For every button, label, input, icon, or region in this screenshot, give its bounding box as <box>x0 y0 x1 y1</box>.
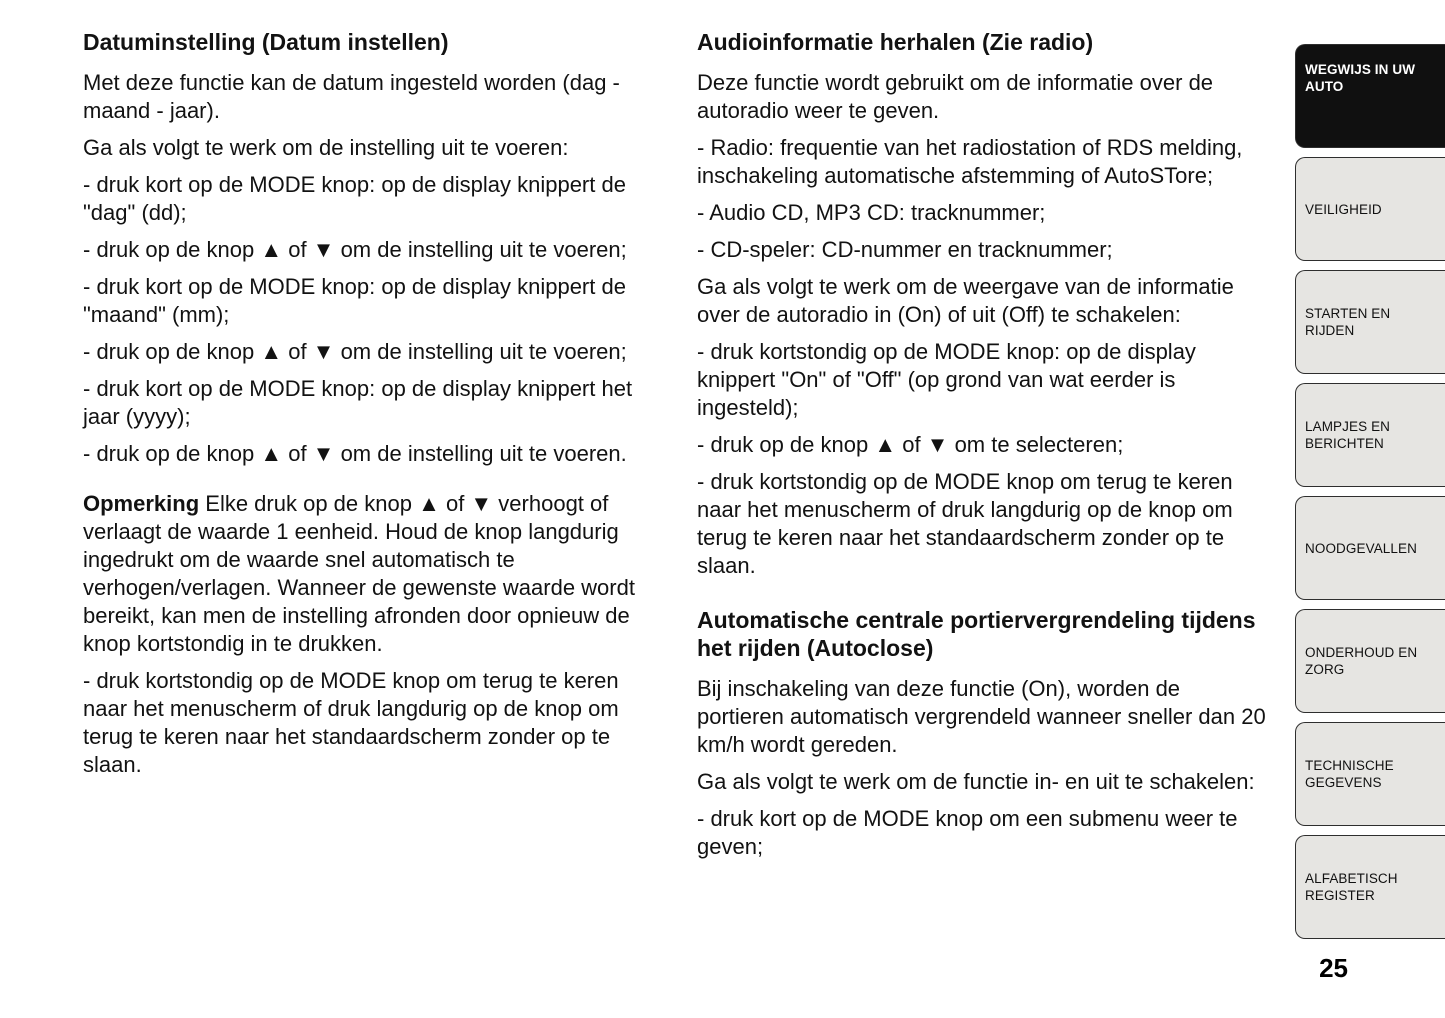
step-item: - druk op de knop ▲ of ▼ om te selecteren; <box>697 432 1124 457</box>
chapter-tab-index <box>1295 44 1445 939</box>
step-item: - Audio CD, MP3 CD: tracknummer; <box>697 200 1046 225</box>
step-item: - Radio: frequentie van het radiostation of RDS melding, inschakeling automatische afstemming of AutoSTore; <box>697 135 1243 188</box>
paragraph: Deze functie wordt gebruikt om de informatie over de autoradio weer te geven. <box>697 70 1214 123</box>
tab-label: NOODGEVALLEN <box>1305 540 1417 556</box>
tab-label: TECHNISCHE GEGEVENS <box>1305 758 1394 790</box>
tab-alfabetisch-register <box>1295 835 1445 939</box>
step-item: - druk kortstondig op de MODE knop om terug te keren naar het menuscherm of druk langdurig op de knop om terug te keren naar het standaardscherm zonder op te slaan. <box>697 469 1233 578</box>
tab-label: LAMPJES EN BERICHTEN <box>1305 419 1391 451</box>
paragraph: Ga als volgt te werk om de instelling uit te voeren: <box>83 135 569 160</box>
step-item: - druk op de knop ▲ of ▼ om de instelling uit te voeren; <box>83 237 627 262</box>
left-column <box>83 28 661 788</box>
note-paragraph <box>83 490 661 658</box>
paragraph: Met deze functie kan de datum ingesteld worden (dag - maand - jaar). <box>83 70 620 123</box>
tab-starten-en-rijden <box>1295 270 1445 374</box>
step-item: - druk kort op de MODE knop: op de display knippert de "maand" (mm); <box>83 274 626 327</box>
step-item: - druk op de knop ▲ of ▼ om de instelling uit te voeren; <box>83 339 627 364</box>
step-item: - druk op de knop ▲ of ▼ om de instelling uit te voeren. <box>83 441 627 466</box>
step-item: - druk kort op de MODE knop: op de display knippert de "dag" (dd); <box>83 172 626 225</box>
tab-veiligheid <box>1295 157 1445 261</box>
tab-onderhoud-en-zorg <box>1295 609 1445 713</box>
step-item: - druk kort op de MODE knop om een submenu weer te geven; <box>697 806 1238 859</box>
paragraph: Bij inschakeling van deze functie (On), worden de portieren automatisch vergrendeld wanneer sneller dan 20 km/h wordt gereden. <box>697 676 1266 757</box>
tab-label: ONDERHOUD EN ZORG <box>1305 645 1418 677</box>
tab-label: VEILIGHEID <box>1305 201 1382 217</box>
right-column <box>697 28 1269 870</box>
section-heading-audio-info: Audioinformatie herhalen (Zie radio) <box>697 29 1094 55</box>
tab-wegwijs-in-uw-auto <box>1295 44 1445 148</box>
tab-lampjes-en-berichten <box>1295 383 1445 487</box>
paragraph: Ga als volgt te werk om de weergave van de informatie over de autoradio in (On) of uit (Off) te schakelen: <box>697 274 1234 327</box>
section-heading-autoclose: Automatische centrale portiervergrendeling tijdens het rijden (Autoclose) <box>697 607 1256 661</box>
step-item: - druk kortstondig op de MODE knop: op de display knippert "On" of "Off" (op grond van wat eerder is ingesteld); <box>697 339 1196 420</box>
tab-noodgevallen <box>1295 496 1445 600</box>
section-heading-date-setting: Datuminstelling (Datum instellen) <box>83 29 449 55</box>
tab-label: STARTEN EN RIJDEN <box>1305 306 1391 338</box>
step-item: - druk kortstondig op de MODE knop om terug te keren naar het menuscherm of druk langdurig op de knop om terug te keren naar het standaardscherm zonder op te slaan. <box>83 668 619 777</box>
note-text: Elke druk op de knop ▲ of ▼ verhoogt of verlaagt de waarde 1 eenheid. Houd de knop langdurig ingedrukt om de waarde snel automatisch te verhogen/verlagen. Wanneer de gewenste waarde wordt bereikt, kan men de instelling afronden door opnieuw de knop kortstondig in te drukken. <box>83 491 635 656</box>
page-number: 25 <box>1319 953 1348 983</box>
tab-technische-gegevens <box>1295 722 1445 826</box>
note-label: Opmerking <box>83 491 200 516</box>
tab-label: ALFABETISCH REGISTER <box>1305 871 1398 903</box>
step-item: - druk kort op de MODE knop: op de display knippert het jaar (yyyy); <box>83 376 633 429</box>
tab-label: WEGWIJS IN UW AUTO <box>1305 62 1416 94</box>
step-item: - CD-speler: CD-nummer en tracknummer; <box>697 237 1113 262</box>
paragraph: Ga als volgt te werk om de functie in- en uit te schakelen: <box>697 769 1255 794</box>
